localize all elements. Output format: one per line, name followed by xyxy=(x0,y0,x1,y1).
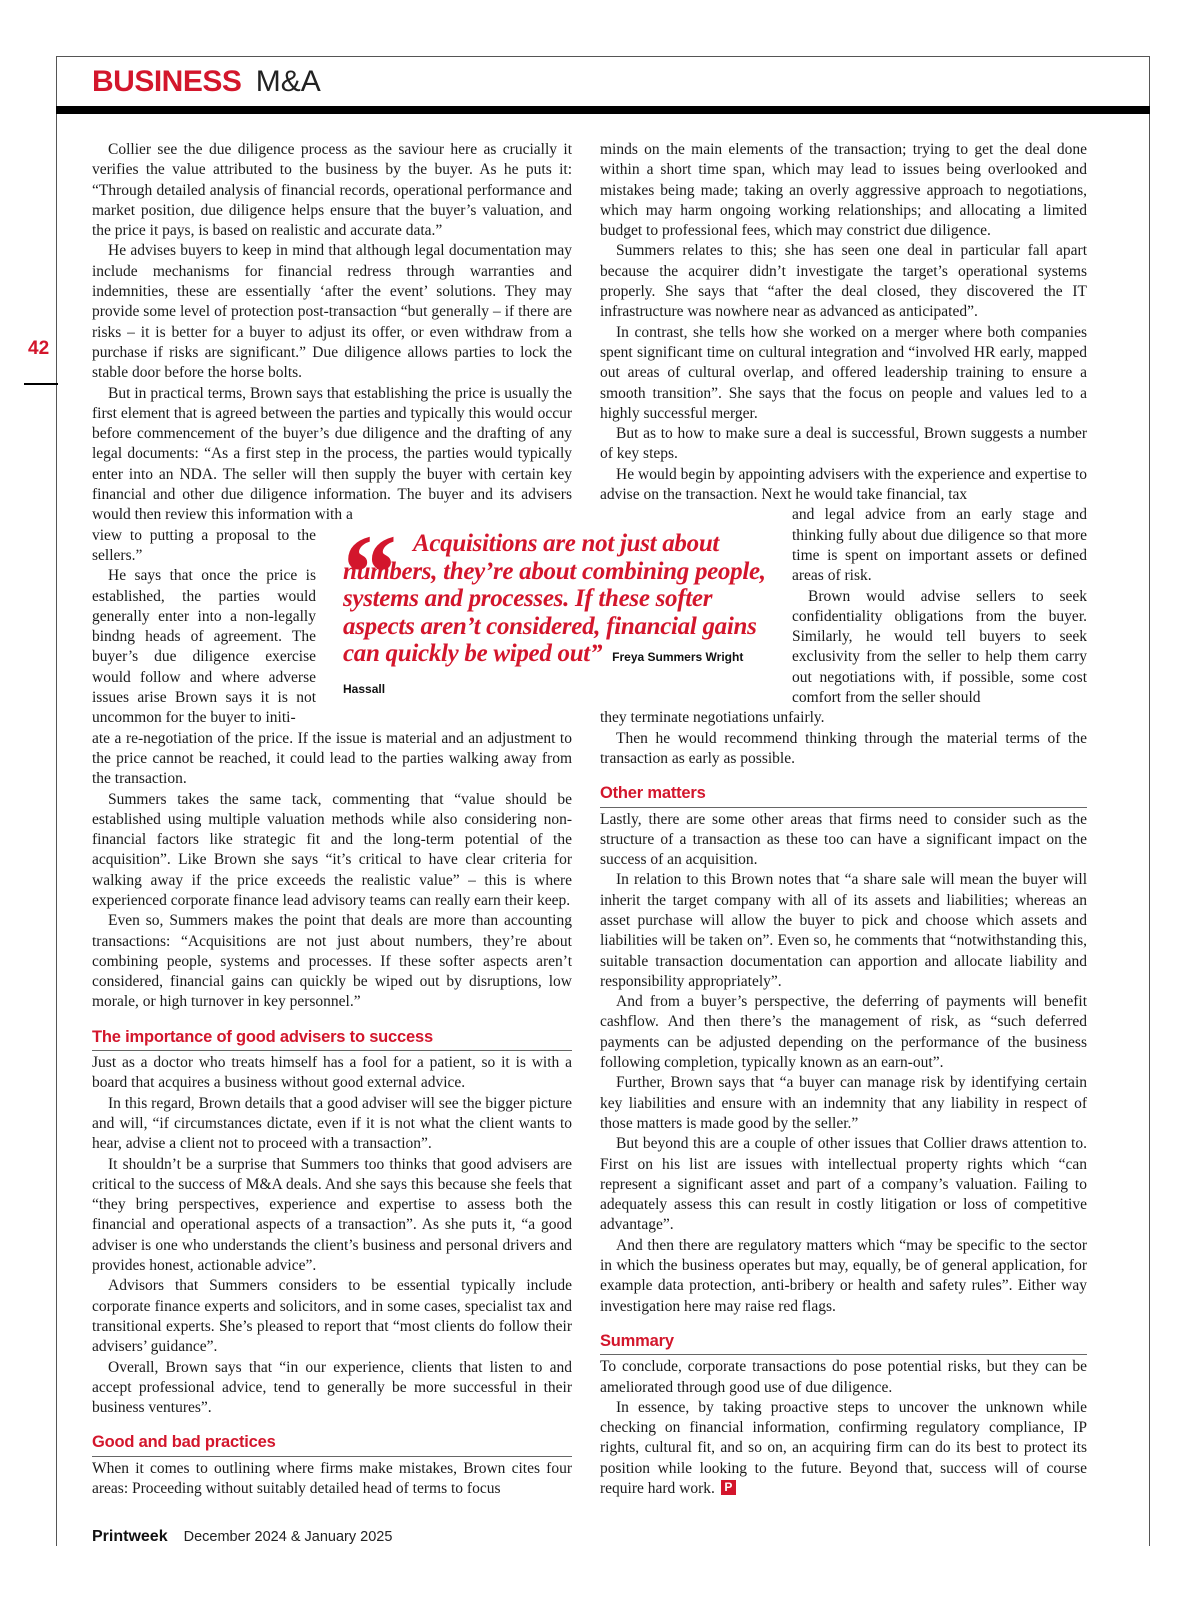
body-paragraph: Then he would recommend thinking through the material terms of the transaction as early as possible. xyxy=(600,729,1087,767)
frame-left-border xyxy=(56,56,57,1546)
pull-quote-company: Wright Hassall xyxy=(343,650,744,696)
body-paragraph: they terminate negotiations unfairly. xyxy=(600,709,825,727)
issue-date: December 2024 & January 2025 xyxy=(183,1529,393,1545)
quote-mark-icon: “ xyxy=(343,514,397,633)
body-paragraph: But in practical terms, Brown says that establishing the price is usually the first element that is agreed between the parties and typically this would occur before commencement of the buyer’s due diligence and the drafting of any legal documents: “As a first step in the process, the parties would typically enter into an NDA. The seller will then supply the buyer with certain key financial and other due diligence information. The buyer and its advisers would then review this information with a xyxy=(92,384,572,524)
frame-right-border xyxy=(1149,56,1150,1546)
body-paragraph: Overall, Brown says that “in our experience, clients that listen to and accept professional advice, tend to generally be more successful in their business ventures”. xyxy=(92,1358,572,1417)
header-rule xyxy=(56,106,1150,114)
section-subtitle: M&A xyxy=(255,65,321,98)
body-paragraph: Lastly, there are some other areas that firms need to consider such as the structure of a transaction as these too can have a significant impact on the success of an acquisition. xyxy=(600,810,1087,869)
body-paragraph: Brown would advise sellers to seek confidentiality obligations from the buyer. Similarly, he would tell buyers to seek exclusivity from the seller to help them carry out negotiations with, if possible, some cost comfort from the seller should xyxy=(792,587,1087,707)
right-wrap-text xyxy=(792,505,1087,708)
body-paragraph: minds on the main elements of the transaction; trying to get the deal done within a short time span, which may lead to issues being overlooked and mistakes being made; taking an overly aggressive approach to negotiations, which may harm ongoing working relationships; and allocating a limited budget to professional fees, which may constrict due diligence. xyxy=(600,141,1087,240)
right-after-text xyxy=(600,708,1087,769)
left-wrap-text xyxy=(92,526,316,729)
body-paragraph: Further, Brown says that “a buyer can manage risk by identifying certain key liabilities and ensure with an indemnity that any liability in respect of those matters is made good by the seller.” xyxy=(600,1074,1087,1132)
body-paragraph: It shouldn’t be a surprise that Summers too thinks that good advisers are critical to the success of M&A deals. And she says this because she feels that “they bring perspectives, experience and expertise to assess both the financial and operational aspects of a transaction”. As she puts it, “a good adviser is one who understands the client’s business and personal drivers and provides honest, actionable advice”. xyxy=(92,1155,572,1275)
magazine-name: Printweek xyxy=(92,1528,168,1545)
summary-final-text: In essence, by taking proactive steps to uncover the unknown while checking on financial information, confirming regulatory compliance, IP rights, cultural fit, and so on, an acquiring firm can do its best to protect its position while looking to the future. Beyond that, success will of course require hard work. xyxy=(600,1398,1087,1497)
body-paragraph: He says that once the price is established, the parties would generally enter into a non-legally bindng heads of agreement. The buyer’s due diligence exercise would follow and where adverse issues arise Brown says it is not uncommon for the buyer to initi- xyxy=(92,567,316,727)
left-after-text xyxy=(92,729,572,1013)
body-paragraph: In contrast, she tells how she worked on a merger where both companies spent significant time on cultural integration and “involved HR early, mapped out areas of cultural overlap, and offered leadership training to ensure a smooth transition”. She says that the focus on people and values led to a highly successful merger. xyxy=(600,323,1087,422)
body-paragraph: Even so, Summers makes the point that deals are more than accounting transactions: “Acquisitions are not just about numbers, they’re about combining people, systems and processes. If these softer aspects aren’t considered, financial gains can quickly be wiped out by disruptions, low morale, or high turnover in key personnel.” xyxy=(92,912,572,1011)
body-paragraph: In this regard, Brown details that a good adviser will see the bigger picture and will, “if circumstances dictate, even if it is not what the client wants to hear, advise a client not to proceed with a transaction”. xyxy=(92,1094,572,1153)
body-paragraph: In relation to this Brown notes that “a share sale will mean the buyer will inherit the target company with all of its assets and liabilities; whereas an asset purchase will allow the buyer to pick and choose which assets and liabilities will be taken on”. Even so, he comments that “notwithstanding this, suitable transaction documentation can apportion and allocate liability and responsibility appropriately”. xyxy=(600,871,1087,990)
subheading-summary: Summary xyxy=(600,1331,1087,1355)
page-number: 42 xyxy=(28,338,50,359)
subheading-other-matters: Other matters xyxy=(600,783,1087,807)
right-top-text xyxy=(600,140,1087,505)
body-paragraph: Summers relates to this; she has seen one deal in particular fall apart because the acquirer didn’t investigate the target’s operational systems properly. She says that “after the deal closed, they discovered the IT infrastructure was nowhere near as advanced as anticipated”. xyxy=(600,242,1087,321)
body-paragraph xyxy=(600,1398,1087,1499)
pull-quote-body: Acquisitions are not just about numbers, they’re about combining people, systems and processes. If these softer aspects aren’t considered, financial gains can quickly be wiped out” xyxy=(343,530,766,667)
body-paragraph: But beyond this are a couple of other issues that Collier draws attention to. First on his list are issues with intellectual property rights which “can represent a significant asset and part of a company’s valuation. Failing to adequately assess this can result in costly litigation or loss of competitive advantage”. xyxy=(600,1135,1087,1234)
body-paragraph: To conclude, corporate transactions do pose potential risks, but they can be ameliorated through good use of due diligence. xyxy=(600,1358,1087,1396)
body-paragraph: ate a re-negotiation of the price. If the issue is material and an adjustment to the price cannot be reached, it could lead to the parties walking away from the transaction. xyxy=(92,729,572,788)
end-mark-icon: P xyxy=(721,1480,736,1495)
body-paragraph: When it comes to outlining where firms make mistakes, Brown cites four areas: Proceeding without suitably detailed head of terms to focus xyxy=(92,1459,572,1497)
body-paragraph: Collier see the due diligence process as the saviour here as crucially it verifies the value attributed to the business by the buyer. As he puts it: “Through detailed analysis of financial records, operational performance and market position, due diligence helps ensure that the buyer’s valuation, and the price it pays, is based on realistic and accurate data.” xyxy=(92,141,572,240)
left-top-text xyxy=(92,140,572,526)
page-number-rule xyxy=(24,383,58,385)
right-column xyxy=(600,140,1087,1499)
body-paragraph: Summers takes the same tack, commenting that “value should be established using multiple valuation methods while also considering non-financial factors like strategic fit and the long-term potential of the acquisition”. Like Brown she says “it’s critical to have clear criteria for walking away if the price exceeds the realistic value” – this is where experienced corporate finance lead advisory teams can really earn their keep. xyxy=(92,790,572,909)
section-header xyxy=(92,64,321,100)
subheading-advisers: The importance of good advisers to success xyxy=(92,1027,572,1051)
body-paragraph: Just as a doctor who treats himself has a fool for a patient, so it is with a board that acquires a business without good external advice. xyxy=(92,1054,572,1092)
section-title: BUSINESS xyxy=(92,65,242,98)
body-paragraph: and legal advice from an early stage and thinking fully about due diligence so that more time is spent on important assets or defined areas of risk. xyxy=(792,506,1087,585)
body-paragraph: He would begin by appointing advisers with the experience and expertise to advise on the transaction. Next he would take financial, tax xyxy=(600,465,1087,504)
body-paragraph: And from a buyer’s perspective, the deferring of payments will benefit cashflow. And then there’s the management of risk, as “such deferred payments can be adjusted depending on the performance of the business following completion, typically known as an earn-out”. xyxy=(600,993,1087,1072)
page-footer xyxy=(92,1528,392,1546)
body-paragraph: Advisors that Summers considers to be essential typically include corporate finance experts and solicitors, and in some cases, specialist tax and transitional experts. She’s pleased to report that “most clients do follow their advisers’ guidance”. xyxy=(92,1277,572,1356)
body-paragraph: view to putting a proposal to the sellers.” xyxy=(92,526,316,564)
body-paragraph: And then there are regulatory matters which “may be specific to the sector in which the business operates but may, equally, be of general application, for example data protection, anti-bribery or health and safety rules”. Either way investigation here may raise red flags. xyxy=(600,1236,1087,1315)
pull-quote-name: Freya Summers xyxy=(612,650,703,664)
body-paragraph: He advises buyers to keep in mind that although legal documentation may include mechanisms for financial redress through warranties and indemnities, these are essentially ‘after the event’ solutions. They may provide some level of protection post-transaction “but generally – if there are risks – it is better for a buyer to adjust its offer, or even withdraw from a purchase if risks are significant.” Due diligence allows parties to lock the stable door before the horse bolts. xyxy=(92,242,572,382)
left-column xyxy=(92,140,572,1499)
body-paragraph: But as to how to make sure a deal is successful, Brown suggests a number of key steps. xyxy=(600,425,1087,463)
frame-top-border xyxy=(56,56,1150,57)
subheading-practices: Good and bad practices xyxy=(92,1432,572,1456)
